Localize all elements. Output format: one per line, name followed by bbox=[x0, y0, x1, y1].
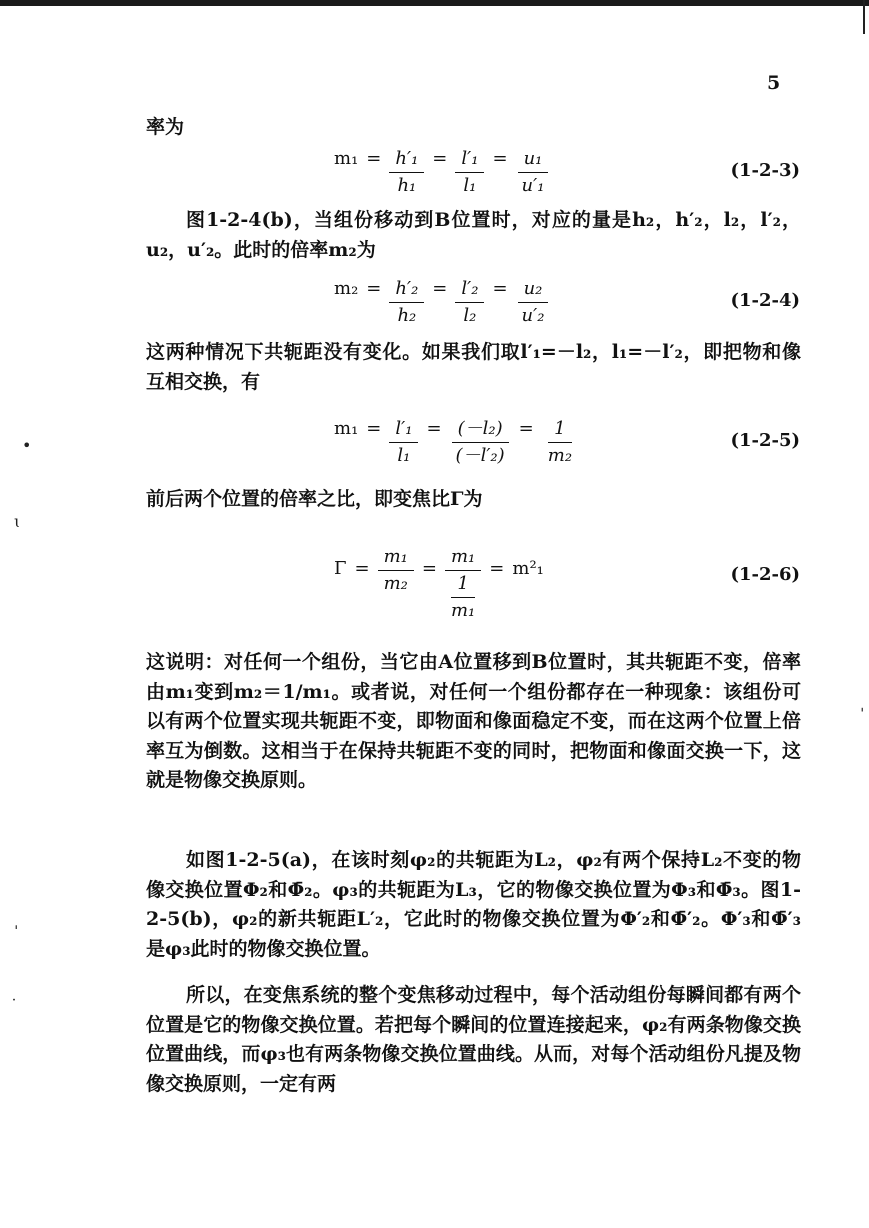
denominator: l₁ bbox=[463, 175, 477, 196]
scan-speck: ˈ bbox=[860, 705, 865, 724]
page-top-edge bbox=[0, 0, 869, 6]
formula bbox=[330, 148, 554, 197]
page-right-edge bbox=[863, 0, 865, 34]
equals-sign: = bbox=[492, 278, 508, 299]
fraction bbox=[455, 148, 484, 197]
compound-fraction bbox=[445, 546, 481, 622]
equals-sign: = bbox=[432, 148, 448, 169]
inner-numerator: 1 bbox=[451, 573, 474, 598]
equals-sign: = bbox=[489, 558, 505, 579]
equals-sign: = bbox=[421, 558, 437, 579]
paragraph-conclusion: 所以，在变焦系统的整个变焦移动过程中，每个活动组份每瞬间都有两个位置是它的物像交换位置。若把每个瞬间的位置连接起来，φ₂有两条物像交换位置曲线，而φ₃也有两条物像交换位置曲线。从而，对每个活动组份凡提及物像交换原则，一定有两 bbox=[146, 984, 801, 1095]
paragraph-explanation: 这说明：对任何一个组份，当它由A位置移到B位置时，其共轭距不变，倍率由m₁变到m₂＝1/m₁。或者说，对任何一个组份都存在一种现象：该组份可以有两个位置实现共轭距不变，即物面和像面稳定不变，而在这两个位置上倍率互为倒数。这相当于在保持共轭距不变的同时，把物面和像面交换一下，这就是物像交换原则。 bbox=[146, 651, 801, 791]
fraction bbox=[389, 148, 424, 197]
denominator: l₂ bbox=[463, 305, 477, 326]
equation-1-2-5 bbox=[330, 418, 800, 474]
paragraph-position-b: 图1-2-4(b)，当组份移动到B位置时，对应的量是h₂，h′₂，l₂，l′₂，u₂，u′₂。此时的倍率m₂为 bbox=[146, 209, 801, 261]
equation-label: (1-2-3) bbox=[730, 160, 800, 181]
numerator: 1 bbox=[548, 418, 571, 443]
scan-speck: ˙ bbox=[10, 996, 18, 1015]
fraction bbox=[542, 418, 578, 467]
numerator: l′₁ bbox=[455, 148, 484, 173]
fraction bbox=[389, 418, 418, 467]
equals-sign: = bbox=[492, 148, 508, 169]
denominator: m₂ bbox=[547, 445, 573, 466]
fraction bbox=[455, 278, 484, 327]
numerator: h′₂ bbox=[389, 278, 424, 303]
scan-speck: ˌ bbox=[14, 912, 19, 931]
denominator: h₁ bbox=[397, 175, 417, 196]
fraction bbox=[450, 418, 511, 467]
lhs: m₁ bbox=[334, 148, 359, 169]
fraction bbox=[389, 278, 424, 327]
lhs: m₂ bbox=[334, 278, 359, 299]
inner-fraction bbox=[445, 573, 481, 622]
formula bbox=[330, 546, 548, 622]
intro-text: 率为 bbox=[146, 116, 185, 138]
denominator: h₂ bbox=[397, 305, 417, 326]
denominator: u′₁ bbox=[521, 175, 545, 196]
numerator: m₁ bbox=[378, 546, 414, 571]
formula bbox=[330, 418, 582, 467]
equals-sign: = bbox=[366, 148, 382, 169]
equals-sign: = bbox=[366, 278, 382, 299]
lhs: m₁ bbox=[334, 418, 359, 439]
equals-sign: = bbox=[432, 278, 448, 299]
denominator: (－l′₂) bbox=[455, 445, 505, 466]
numerator: (－l₂) bbox=[452, 418, 509, 443]
scan-speck: ɩ bbox=[14, 512, 21, 531]
formula bbox=[330, 278, 554, 327]
scan-speck: • bbox=[22, 436, 32, 455]
numerator: m₁ bbox=[445, 546, 481, 571]
page-number: 5 bbox=[767, 72, 781, 94]
fraction bbox=[378, 546, 414, 595]
equation-label: (1-2-5) bbox=[730, 430, 800, 451]
equation-1-2-4 bbox=[330, 278, 800, 334]
numerator: u₁ bbox=[518, 148, 549, 173]
paragraph-figure-1-2-5: 如图1-2-5(a)，在该时刻φ₂的共轭距为L₂，φ₂有两个保持L₂不变的物像交换位置Φ₂和Φ̄₂。φ₃的共轭距为L₃，它的物像交换位置为Φ₃和Φ̄₃。图1-2-5(b)，φ₂的新共轭距L′₂，它此时的物像交换位置为Φ′₂和Φ̄′₂。Φ′₃和Φ̄′₃是φ₃此时的物像交换位置。 bbox=[146, 849, 801, 960]
numerator: u₂ bbox=[518, 278, 549, 303]
equation-1-2-3 bbox=[330, 148, 800, 204]
equals-sign: = bbox=[366, 418, 382, 439]
denominator: m₂ bbox=[383, 573, 408, 594]
equation-label: (1-2-4) bbox=[730, 290, 800, 311]
lhs: Γ bbox=[334, 558, 347, 579]
paragraph-zoom-ratio: 前后两个位置的倍率之比，即变焦比Γ为 bbox=[146, 488, 483, 510]
fraction bbox=[516, 278, 551, 327]
denominator: u′₂ bbox=[521, 305, 545, 326]
numerator: h′₁ bbox=[389, 148, 424, 173]
denominator: l₁ bbox=[397, 445, 411, 466]
fraction bbox=[516, 148, 551, 197]
equals-sign: = bbox=[518, 418, 534, 439]
numerator: l′₂ bbox=[455, 278, 484, 303]
numerator: l′₁ bbox=[389, 418, 418, 443]
equation-1-2-6 bbox=[330, 546, 800, 638]
rhs: m²₁ bbox=[512, 558, 544, 579]
equation-label: (1-2-6) bbox=[730, 564, 800, 585]
equals-sign: = bbox=[354, 558, 370, 579]
paragraph-exchange: 这两种情况下共轭距没有变化。如果我们取l′₁=－l₂，l₁=－l′₂，即把物和像互相交换，有 bbox=[146, 341, 801, 393]
equals-sign: = bbox=[426, 418, 442, 439]
inner-denominator: m₁ bbox=[450, 600, 476, 621]
